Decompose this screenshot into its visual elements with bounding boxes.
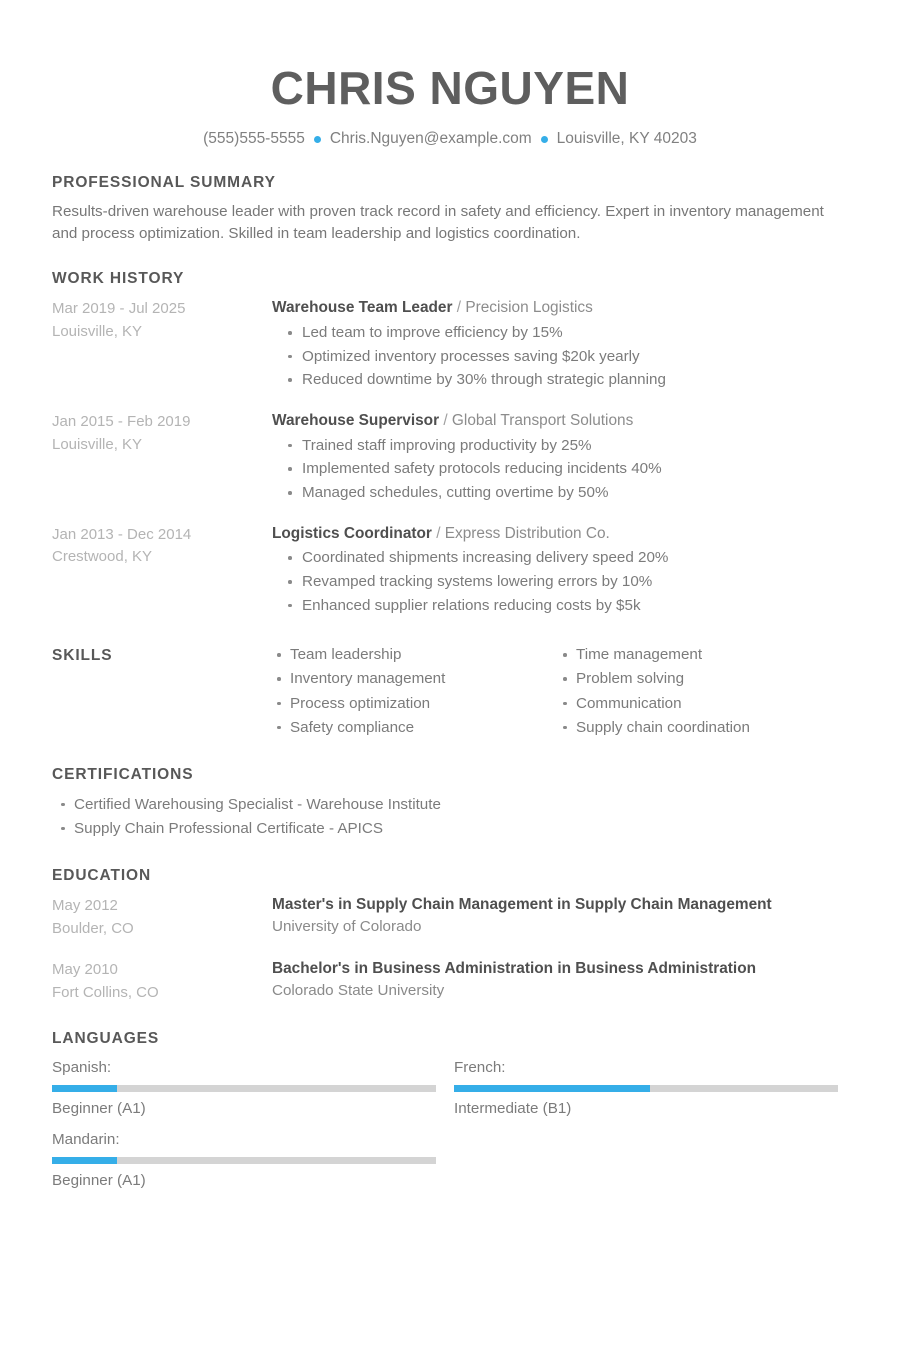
- education-entry-degree: Master's in Supply Chain Management in Supply Chain Management: [272, 896, 772, 914]
- summary-text: Results-driven warehouse leader with proven track record in safety and efficiency. Expert in inventory management and process optimization. Skilled in team leadership and logistics coordination.: [52, 203, 824, 242]
- section-heading-certifications: CERTIFICATIONS: [52, 765, 194, 783]
- list-item: Certified Warehousing Specialist - Warehouse Institute: [74, 793, 848, 817]
- education-entry-degree: Bachelor's in Business Administration in Business Administration: [272, 960, 756, 978]
- work-entry-bullets: [272, 321, 848, 392]
- contact-location: Louisville, KY 40203: [556, 130, 697, 148]
- work-entry-company: Precision Logistics: [465, 299, 593, 317]
- contact-line: [52, 130, 848, 148]
- section-certifications: [52, 766, 848, 842]
- certifications-list: [52, 793, 848, 842]
- work-entry-bullets: [272, 546, 848, 617]
- work-entry-title-line: [272, 297, 848, 319]
- work-entry-body: [272, 523, 848, 618]
- language-name: French:: [454, 1059, 506, 1077]
- language-proficiency-bar: [454, 1085, 838, 1092]
- language-proficiency-fill: [454, 1085, 650, 1092]
- list-item: Supply chain coordination: [576, 716, 848, 740]
- section-heading-education: EDUCATION: [52, 867, 152, 885]
- education-entry-date: May 2010: [52, 961, 118, 979]
- work-entry-company: Express Distribution Co.: [444, 524, 610, 542]
- skills-heading-col: [52, 643, 272, 676]
- education-entry: [52, 894, 848, 940]
- section-work-history: [52, 270, 848, 617]
- work-entry-job-title: Warehouse Supervisor: [272, 412, 440, 430]
- list-item: Time management: [576, 643, 848, 667]
- work-entry-dates: Jan 2013 - Dec 2014: [52, 525, 192, 543]
- skills-columns: [272, 643, 848, 739]
- section-education: [52, 867, 848, 1004]
- section-heading-languages: LANGUAGES: [52, 1030, 160, 1048]
- work-history-entry: [52, 297, 848, 392]
- contact-phone: (555)555-5555: [203, 130, 305, 148]
- list-item: Safety compliance: [290, 716, 558, 740]
- work-entry-job-title: Logistics Coordinator: [272, 524, 432, 542]
- list-item: Managed schedules, cutting overtime by 50%: [302, 481, 848, 505]
- language-proficiency-fill: [52, 1085, 117, 1092]
- work-entry-title-line: [272, 410, 848, 432]
- contact-email: Chris.Nguyen@example.com: [329, 130, 532, 148]
- section-languages: [52, 1030, 848, 1200]
- list-item: Team leadership: [290, 643, 558, 667]
- section-heading-skills: SKILLS: [52, 647, 113, 665]
- language-item: [454, 1057, 838, 1121]
- language-level: Beginner (A1): [52, 1099, 146, 1117]
- list-item: Coordinated shipments increasing delivery speed 20%: [302, 546, 848, 570]
- language-name: Mandarin:: [52, 1130, 120, 1148]
- education-entry-location: Boulder, CO: [52, 919, 134, 937]
- list-item: Supply Chain Professional Certificate - APICS: [74, 817, 848, 841]
- work-entry-separator: /: [456, 299, 462, 317]
- work-history-entry: [52, 523, 848, 618]
- list-item: Revamped tracking systems lowering errors by 10%: [302, 570, 848, 594]
- section-heading-work-history: WORK HISTORY: [52, 270, 185, 288]
- skills-list: [558, 643, 848, 739]
- education-entry-body: [272, 894, 848, 938]
- education-entry: [52, 958, 848, 1004]
- work-entry-title-line: [272, 523, 848, 545]
- page-title: CHRIS NGUYEN: [270, 62, 630, 114]
- work-entry-separator: /: [436, 524, 441, 542]
- language-level: Beginner (A1): [52, 1171, 146, 1189]
- work-entry-company: Global Transport Solutions: [451, 412, 634, 430]
- education-entry-school: Colorado State University: [272, 981, 445, 999]
- language-proficiency-fill: [52, 1157, 117, 1164]
- section-skills: [52, 643, 848, 739]
- language-name: Spanish:: [52, 1059, 112, 1077]
- education-entry-body: [272, 958, 848, 1002]
- work-entry-meta: [52, 523, 272, 569]
- work-entry-meta: [52, 297, 272, 343]
- language-proficiency-bar: [52, 1085, 436, 1092]
- work-entry-meta: [52, 410, 272, 456]
- work-entry-dates: Jan 2015 - Feb 2019: [52, 413, 191, 431]
- language-item: [52, 1129, 436, 1193]
- section-professional-summary: [52, 174, 848, 244]
- bullet-dot-icon: [314, 136, 321, 143]
- languages-grid: [52, 1057, 848, 1200]
- work-history-entry: [52, 410, 848, 505]
- skills-column-1: [272, 643, 558, 739]
- language-proficiency-bar: [52, 1157, 436, 1164]
- work-entry-dates: Mar 2019 - Jul 2025: [52, 300, 186, 318]
- list-item: Communication: [576, 692, 848, 716]
- work-entry-job-title: Warehouse Team Leader: [272, 299, 453, 317]
- skills-column-2: [558, 643, 848, 739]
- list-item: Optimized inventory processes saving $20k yearly: [302, 345, 848, 369]
- work-entry-bullets: [272, 434, 848, 505]
- work-entry-location: Crestwood, KY: [52, 548, 153, 566]
- list-item: Reduced downtime by 30% through strategic planning: [302, 368, 848, 392]
- list-item: Process optimization: [290, 692, 558, 716]
- list-item: Implemented safety protocols reducing incidents 40%: [302, 457, 848, 481]
- work-entry-separator: /: [443, 412, 448, 430]
- section-heading-summary: PROFESSIONAL SUMMARY: [52, 174, 276, 192]
- language-item: [52, 1057, 436, 1121]
- work-entry-location: Louisville, KY: [52, 435, 143, 453]
- work-entry-location: Louisville, KY: [52, 322, 143, 340]
- language-level: Intermediate (B1): [454, 1099, 572, 1117]
- skills-list: [272, 643, 558, 739]
- bullet-dot-icon: [541, 136, 548, 143]
- list-item: Inventory management: [290, 667, 558, 691]
- work-entry-body: [272, 297, 848, 392]
- skills-row: [52, 643, 848, 739]
- education-entry-date: May 2012: [52, 897, 118, 915]
- education-entry-meta: [52, 894, 272, 940]
- list-item: Enhanced supplier relations reducing costs by $5k: [302, 594, 848, 618]
- resume-header: [52, 0, 848, 148]
- list-item: Trained staff improving productivity by 25%: [302, 434, 848, 458]
- work-entry-body: [272, 410, 848, 505]
- list-item: Problem solving: [576, 667, 848, 691]
- education-entry-school: University of Colorado: [272, 917, 422, 935]
- education-entry-location: Fort Collins, CO: [52, 983, 159, 1001]
- list-item: Led team to improve efficiency by 15%: [302, 321, 848, 345]
- education-entry-meta: [52, 958, 272, 1004]
